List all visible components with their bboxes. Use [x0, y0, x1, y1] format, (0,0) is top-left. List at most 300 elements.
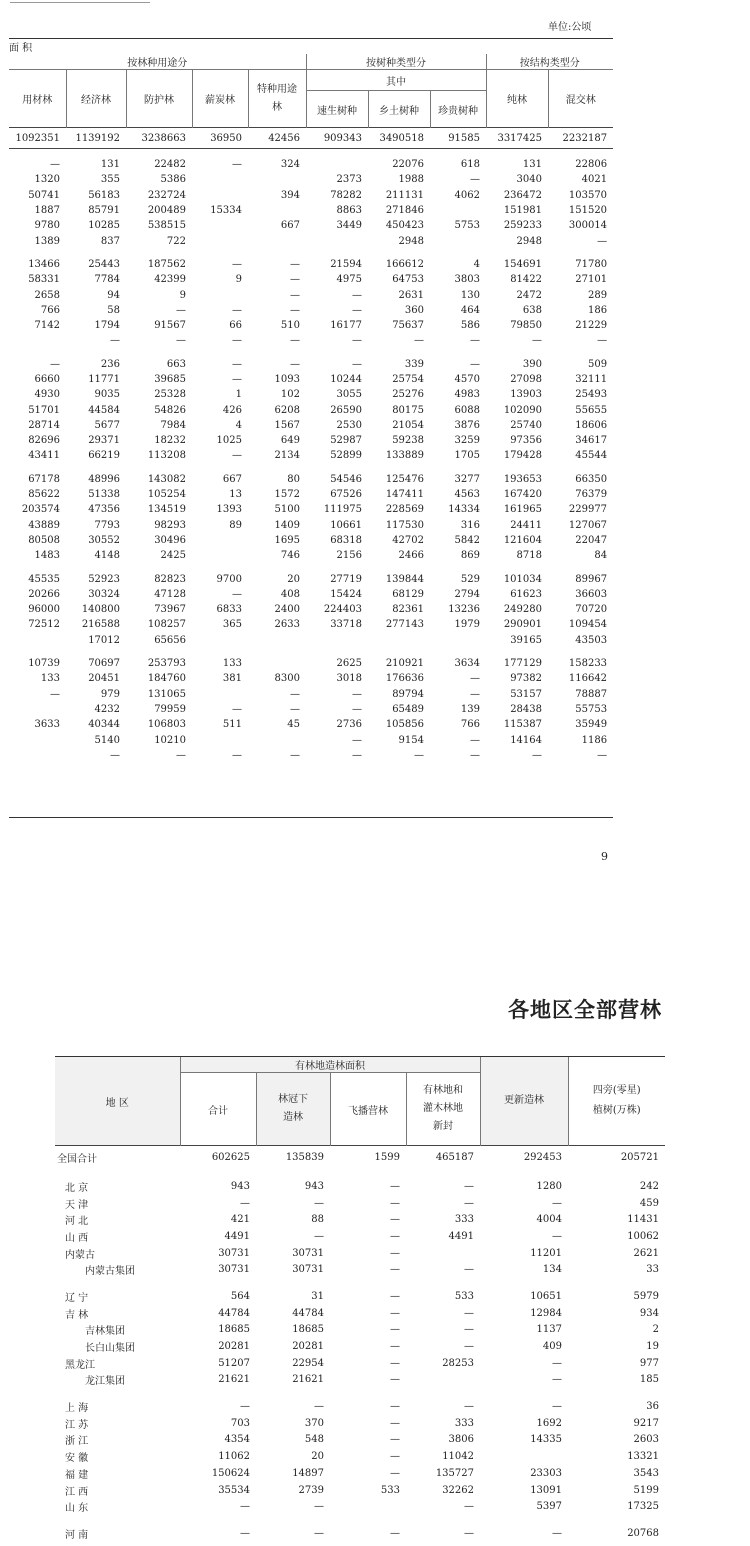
table-cell: 1572: [274, 489, 300, 501]
table-row: [9, 687, 613, 702]
table-cell: 78282: [330, 189, 362, 201]
table-cell: —: [552, 1527, 562, 1539]
table-cell: 667: [222, 473, 242, 485]
table-cell: —: [414, 749, 424, 761]
table-cell: 3018: [336, 673, 362, 685]
table-cell: 5199: [633, 1484, 659, 1496]
column-header: 经济林: [66, 70, 126, 128]
table-cell: 465187: [406, 1146, 480, 1169]
table-cell: 15424: [330, 588, 362, 600]
table-cell: 79850: [510, 320, 542, 332]
table-row: [55, 1305, 665, 1322]
table-cell: 2633: [274, 619, 300, 631]
table-cell: 89967: [575, 573, 608, 585]
table-row: [9, 372, 613, 387]
table-cell: 943: [230, 1180, 250, 1192]
table-cell: —: [290, 749, 300, 761]
table-cell: 9154: [398, 734, 424, 746]
table-cell: 9: [235, 274, 242, 286]
table-cell: 134519: [147, 504, 186, 516]
group-spacer: [9, 563, 613, 571]
table-cell: —: [470, 673, 480, 685]
table-cell: 2625: [336, 658, 362, 670]
table-cell: 2: [652, 1324, 659, 1336]
table-cell: 25276: [392, 389, 424, 401]
table-row: [9, 333, 613, 348]
table-cell: —: [232, 588, 242, 600]
table-cell: 80: [287, 473, 300, 485]
table-cell: —: [532, 749, 542, 761]
table-cell: 20768: [627, 1527, 659, 1539]
table-cell: 125476: [385, 473, 424, 485]
table-cell: 72512: [28, 619, 60, 631]
table-cell: [192, 172, 248, 187]
table-cell: 34617: [575, 435, 608, 447]
table-cell: 68129: [392, 588, 424, 600]
column-header: 乡土树种: [368, 91, 430, 128]
region-name: 黑龙江: [65, 1359, 95, 1371]
table-cell: —: [352, 304, 362, 316]
table-cell: —: [232, 703, 242, 715]
species-sub-header: 其中: [306, 70, 486, 91]
table-cell: 316: [460, 519, 480, 531]
table-cell: 127067: [568, 519, 608, 531]
table-cell: 96000: [28, 604, 60, 616]
table-row: [9, 357, 613, 372]
table-cell: 289: [587, 289, 608, 301]
table-cell: —: [464, 1527, 474, 1539]
column-header: 有林地和灌木林地新封: [423, 1085, 463, 1132]
table-cell: 4563: [454, 489, 480, 501]
group-spacer: [9, 249, 613, 257]
table-cell: 39685: [154, 374, 186, 385]
table-cell: 426: [222, 404, 242, 416]
table-cell: —: [390, 1434, 400, 1446]
table-cell: 143082: [147, 473, 186, 485]
table-cell: [192, 233, 248, 248]
table-row: [55, 1372, 665, 1389]
group-spacer: [9, 349, 613, 357]
table-cell: 80175: [392, 404, 424, 416]
table-cell: 139: [460, 703, 480, 715]
table-cell: —: [290, 358, 300, 370]
table-cell: 1567: [274, 419, 300, 431]
table-cell: —: [390, 1197, 400, 1209]
table-cell: 6088: [454, 404, 480, 416]
table-cell: —: [290, 688, 300, 700]
table-cell: 3803: [454, 274, 480, 286]
table-cell: 618: [460, 159, 480, 171]
table-cell: 35949: [575, 719, 608, 731]
table-cell: 154691: [503, 258, 542, 270]
table-row: [9, 702, 613, 717]
header-fragment: [10, 0, 150, 3]
table-cell: —: [290, 703, 300, 715]
table-cell: —: [240, 1401, 250, 1413]
table-cell: 7784: [94, 274, 120, 286]
table-cell: 193653: [503, 473, 542, 485]
table-cell: 210921: [385, 658, 424, 670]
table-cell: 450423: [385, 220, 424, 232]
table-cell: 79959: [154, 703, 186, 715]
table-cell: 229977: [568, 504, 608, 516]
column-header: 用材林: [9, 70, 66, 128]
table-cell: 271846: [385, 205, 424, 217]
table-cell: 3277: [454, 473, 480, 485]
table-cell: 370: [304, 1417, 324, 1429]
table-cell: [248, 633, 306, 648]
table-cell: 58331: [28, 274, 60, 286]
table-cell: 135727: [435, 1467, 474, 1479]
table-row: [9, 218, 613, 233]
table-cell: 56183: [88, 189, 120, 201]
table-cell: 1280: [536, 1180, 562, 1192]
table-cell: —: [552, 1197, 562, 1209]
table-cell: 75637: [392, 320, 424, 332]
table-row: [55, 1228, 665, 1245]
table-cell: 19: [646, 1341, 659, 1353]
table-cell: 22806: [575, 159, 608, 171]
table-cell: 10244: [330, 374, 362, 385]
table-cell: 464: [460, 304, 480, 316]
table-cell: 1979: [454, 619, 480, 631]
table-cell: —: [464, 1180, 474, 1192]
table-cell: 360: [404, 304, 424, 316]
table-cell: —: [176, 335, 186, 347]
table-cell: —: [464, 1501, 474, 1513]
table-cell: 869: [460, 550, 480, 562]
table-cell: 2232187: [548, 128, 613, 149]
table-cell: 20281: [292, 1341, 324, 1353]
table-cell: —: [532, 335, 542, 347]
table-cell: 52923: [88, 573, 120, 585]
table-cell: [480, 1448, 568, 1465]
table-cell: 185: [639, 1374, 659, 1386]
table-cell: 10062: [627, 1230, 659, 1242]
table-cell: 88: [311, 1214, 324, 1226]
table-cell: 13091: [530, 1484, 562, 1496]
table-cell: 538515: [147, 220, 186, 232]
table-cell: 32111: [575, 374, 608, 385]
table-cell: —: [232, 258, 242, 270]
table-cell: 103570: [568, 189, 608, 201]
table-cell: 211131: [385, 189, 424, 201]
table-row: [9, 602, 613, 617]
table-cell: 48996: [88, 473, 120, 485]
table-cell: 510: [280, 320, 300, 332]
table-cell: 147411: [385, 489, 424, 501]
column-header: 林冠下造林: [256, 1073, 330, 1146]
table-cell: —: [552, 1374, 562, 1386]
table-cell: 5386: [160, 174, 186, 186]
table-cell: [9, 333, 66, 348]
table-cell: 2156: [336, 550, 362, 562]
table-cell: 11042: [442, 1451, 474, 1463]
table-cell: 564: [230, 1290, 250, 1302]
table-cell: 5397: [536, 1501, 562, 1513]
table-cell: 333: [454, 1417, 474, 1429]
region-name: 天 津: [65, 1199, 89, 1211]
table-cell: 259233: [503, 220, 542, 232]
table-cell: —: [390, 1180, 400, 1192]
table-row: [9, 748, 613, 763]
table-cell: 2425: [160, 550, 186, 562]
table-cell: 290901: [503, 619, 542, 631]
table-row: [9, 533, 613, 548]
table-cell: 151981: [503, 205, 542, 217]
table-cell: 602625: [180, 1146, 256, 1169]
table-row: [55, 1432, 665, 1449]
table-cell: 4062: [454, 189, 480, 201]
table-cell: —: [390, 1341, 400, 1353]
table-cell: 421: [230, 1214, 250, 1226]
table-cell: 91567: [154, 320, 186, 332]
table-cell: 6208: [274, 404, 300, 416]
table-cell: —: [470, 688, 480, 700]
table-cell: 5979: [633, 1290, 659, 1302]
table-cell: —: [232, 749, 242, 761]
table-row: [9, 548, 613, 563]
table-cell: 2373: [336, 174, 362, 186]
table-cell: 3040: [516, 174, 542, 186]
table-cell: 10210: [154, 734, 186, 746]
table-cell: 26590: [330, 404, 362, 416]
table-cell: 205721: [568, 1146, 665, 1169]
table-cell: 228569: [385, 504, 424, 516]
table-cell: 8718: [516, 550, 542, 562]
table-cell: 2400: [274, 604, 300, 616]
table-cell: —: [240, 1501, 250, 1513]
table-row: [9, 671, 613, 686]
table-cell: 7793: [94, 519, 120, 531]
table-cell: 2948: [516, 235, 542, 247]
table-cell: 4: [235, 419, 242, 431]
table-cell: 22954: [292, 1357, 324, 1369]
table-cell: —: [597, 335, 608, 347]
table-cell: 109454: [568, 619, 608, 631]
table-cell: —: [50, 159, 60, 171]
region-name: 辽 宁: [65, 1292, 89, 1304]
table-cell: 5677: [94, 419, 120, 431]
table-cell: 13: [229, 489, 242, 501]
table-cell: 27719: [330, 573, 362, 585]
table-cell: 131: [522, 159, 542, 171]
table-cell: 2794: [454, 588, 480, 600]
table-cell: 25740: [510, 419, 542, 431]
table-row: [55, 1448, 665, 1465]
region-name: 龙江集团: [85, 1376, 125, 1388]
table-cell: [430, 203, 486, 218]
table-cell: 101034: [503, 573, 542, 585]
table-cell: 21054: [392, 419, 424, 431]
table-cell: 43411: [28, 450, 60, 462]
region-name: 江 苏: [65, 1419, 89, 1431]
table-cell: 21621: [218, 1374, 250, 1386]
column-header: 飞播营林: [330, 1073, 406, 1146]
region-name: 山 东: [65, 1503, 89, 1515]
region-name: 上 海: [65, 1403, 89, 1415]
table-row: [55, 1288, 665, 1305]
table-cell: 25328: [154, 389, 186, 401]
table-cell: 30552: [88, 534, 120, 546]
table-cell: —: [314, 1501, 324, 1513]
table-cell: —: [232, 159, 242, 171]
table-cell: 35534: [218, 1484, 250, 1496]
table-cell: 1092351: [9, 128, 66, 149]
table-cell: 44584: [88, 404, 120, 416]
table-cell: 179428: [503, 450, 542, 462]
table-cell: 70720: [575, 604, 608, 616]
table-cell: 45535: [28, 573, 60, 585]
table-cell: 979: [100, 688, 120, 700]
table-cell: 176636: [385, 673, 424, 685]
table-cell: 184760: [147, 673, 186, 685]
table-cell: 106803: [147, 719, 186, 731]
table-row: [9, 448, 613, 463]
table-row: [55, 1178, 665, 1195]
table-cell: —: [390, 1307, 400, 1319]
column-header: 薪炭林: [192, 70, 248, 128]
table-cell: 2739: [298, 1484, 324, 1496]
column-header: 珍贵树种: [430, 91, 486, 128]
table-cell: 1393: [216, 504, 242, 516]
table-cell: 131065: [147, 688, 186, 700]
table-cell: 511: [222, 719, 242, 731]
table-cell: [248, 732, 306, 747]
table-row: [9, 157, 613, 172]
table-cell: —: [470, 174, 480, 186]
table-cell: 16177: [330, 320, 362, 332]
table-cell: —: [464, 1307, 474, 1319]
table-cell: —: [470, 734, 480, 746]
table-cell: 39165: [510, 634, 542, 646]
table-cell: 44784: [218, 1307, 250, 1319]
table-cell: 133889: [385, 450, 424, 462]
table-row: [9, 287, 613, 302]
table-cell: 977: [639, 1357, 659, 1369]
table-row: [9, 633, 613, 648]
table-cell: 324: [280, 159, 300, 171]
table-cell: 116642: [568, 673, 608, 685]
table-cell: —: [352, 688, 362, 700]
table-cell: 151520: [568, 205, 608, 217]
table-cell: 1093: [274, 374, 300, 385]
table-cell: —: [390, 1290, 400, 1302]
table-cell: 29371: [88, 435, 120, 447]
table-cell: 1389: [34, 235, 60, 247]
table-cell: 638: [522, 304, 542, 316]
table-cell: 837: [100, 235, 120, 247]
table-cell: 36: [646, 1401, 659, 1413]
table-cell: [192, 188, 248, 203]
table-cell: —: [390, 1527, 400, 1539]
table-cell: 121604: [503, 534, 542, 546]
table-cell: 4491: [448, 1230, 474, 1242]
table-cell: 9780: [34, 220, 60, 232]
table-cell: 943: [304, 1180, 324, 1192]
table-cell: 135839: [256, 1146, 330, 1169]
table-cell: 10661: [330, 519, 362, 531]
table-cell: 2134: [274, 450, 300, 462]
table-cell: 45544: [575, 450, 608, 462]
table-cell: 4354: [224, 1434, 250, 1446]
table-cell: 58: [107, 304, 120, 316]
table-cell: [192, 687, 248, 702]
table-cell: 394: [280, 189, 300, 201]
table-cell: 365: [222, 619, 242, 631]
table-cell: 187562: [147, 258, 186, 270]
table-cell: 4975: [336, 274, 362, 286]
group-structure-header: 按结构类型分: [486, 54, 613, 70]
table-cell: 82823: [154, 573, 186, 585]
table-cell: 21229: [575, 320, 608, 332]
table-cell: 11771: [88, 374, 120, 385]
table-cell: 76379: [575, 489, 608, 501]
table-cell: 292453: [480, 1146, 568, 1169]
table-cell: 54826: [154, 404, 186, 416]
table-cell: —: [552, 1230, 562, 1242]
table-cell: —: [352, 358, 362, 370]
table-cell: 22076: [392, 159, 424, 171]
table-cell: 94: [107, 289, 120, 301]
table-cell: 9035: [94, 389, 120, 401]
table-cell: 17325: [627, 1501, 659, 1513]
table-cell: 97356: [510, 435, 542, 447]
table-cell: 236472: [503, 189, 542, 201]
table-cell: 139844: [385, 573, 424, 585]
table-cell: 1320: [34, 174, 60, 186]
group-spacer: [55, 1278, 665, 1288]
table-cell: 97382: [510, 673, 542, 685]
table-cell: 51701: [28, 404, 60, 416]
table-row: [55, 1415, 665, 1432]
table-cell: 98293: [154, 519, 186, 531]
table-cell: 13321: [627, 1451, 659, 1463]
table-cell: 24411: [510, 519, 542, 531]
table-cell: 934: [639, 1307, 659, 1319]
table-cell: 909343: [306, 128, 368, 149]
table-cell: 4004: [536, 1214, 562, 1226]
table-cell: 31: [311, 1290, 324, 1302]
table-cell: 161965: [503, 504, 542, 516]
table-cell: 3633: [34, 719, 60, 731]
table-cell: 9217: [633, 1417, 659, 1429]
table-cell: 113208: [147, 450, 186, 462]
table-cell: 51207: [218, 1357, 250, 1369]
table-cell: 232724: [147, 189, 186, 201]
table-row: [9, 617, 613, 632]
table-cell: 115387: [503, 719, 542, 731]
table-cell: —: [464, 1341, 474, 1353]
table-row: [9, 433, 613, 448]
table-cell: [306, 633, 368, 648]
table-cell: 20281: [218, 1341, 250, 1353]
table-cell: 3490518: [368, 128, 430, 149]
table-cell: [248, 656, 306, 671]
group-spacer: [9, 464, 613, 472]
table-row: [55, 1261, 665, 1278]
table-cell: 4: [473, 258, 480, 270]
table-cell: 4570: [454, 374, 480, 385]
table-cell: 66: [229, 320, 242, 332]
table-cell: 1137: [536, 1324, 562, 1336]
table-cell: 66219: [88, 450, 120, 462]
region-name: 福 建: [65, 1469, 89, 1481]
table-cell: 200489: [147, 205, 186, 217]
table-row: [55, 1338, 665, 1355]
forest-area-table: [9, 38, 613, 763]
table-cell: —: [290, 304, 300, 316]
